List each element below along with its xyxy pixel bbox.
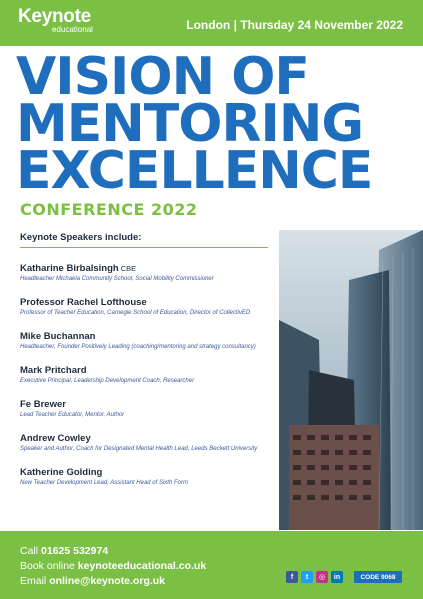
email-label: Email bbox=[20, 575, 47, 587]
event-date-location: London | Thursday 24 November 2022 bbox=[186, 18, 403, 32]
speaker-role: Speaker and Author, Coach for Designated Mental Health Lead, Leeds Beckett University bbox=[20, 446, 258, 452]
speaker-name: Mark Pritchard bbox=[20, 365, 87, 376]
speakers-list bbox=[20, 232, 268, 486]
speaker-name-text: Katharine Birbalsingh bbox=[20, 263, 119, 274]
logo-sub-text: educational bbox=[52, 25, 93, 34]
instagram-icon[interactable]: ◎ bbox=[316, 571, 328, 583]
contact-details bbox=[20, 544, 206, 589]
phone-label: Call bbox=[20, 545, 39, 557]
contact-footer bbox=[0, 531, 423, 599]
booking-code-badge: CODE 9068 bbox=[354, 571, 402, 583]
social-links bbox=[286, 571, 343, 583]
speaker-name: Fe Brewer bbox=[20, 399, 66, 410]
speaker-role: Headteacher Michaela Community School, Social Mobility Commissioner bbox=[20, 276, 214, 282]
speaker-name: Professor Rachel Lofthouse bbox=[20, 297, 147, 308]
speaker-name: Katherine Golding bbox=[20, 467, 103, 478]
conference-title bbox=[16, 47, 373, 201]
speaker-item bbox=[20, 433, 268, 452]
speaker-name: Mike Buchannan bbox=[20, 331, 96, 342]
speaker-item bbox=[20, 365, 268, 384]
speaker-role: Headteacher, Founder Positively Leading (coaching/mentoring and strategy consultancy) bbox=[20, 344, 256, 350]
phone-line bbox=[20, 544, 206, 559]
speaker-item bbox=[20, 263, 268, 282]
speaker-item bbox=[20, 399, 268, 418]
booking-line bbox=[20, 559, 206, 574]
speaker-name: Andrew Cowley bbox=[20, 433, 91, 444]
title-line-1: VISION OF bbox=[16, 47, 309, 107]
speaker-honour: CBE bbox=[120, 264, 137, 273]
speaker-role: New Teacher Development Lead, Assistant Head of Sixth Form bbox=[20, 480, 188, 486]
booking-link[interactable]: keynoteeducational.co.uk bbox=[77, 560, 207, 572]
speaker-item bbox=[20, 331, 268, 350]
email-link[interactable]: online@keynote.org.uk bbox=[49, 575, 166, 587]
speakers-heading: Keynote Speakers include: bbox=[20, 232, 268, 248]
phone-number[interactable]: 01625 532974 bbox=[41, 545, 109, 557]
title-line-3: EXCELLENCE bbox=[16, 141, 373, 201]
linkedin-icon[interactable]: in bbox=[331, 571, 343, 583]
title-line-2: MENTORING bbox=[16, 94, 364, 154]
skyscraper-photo bbox=[279, 230, 423, 530]
speaker-item bbox=[20, 297, 268, 316]
speaker-item bbox=[20, 467, 268, 486]
skyscraper-illustration bbox=[279, 230, 423, 530]
logo-main-text: Keynote bbox=[18, 6, 91, 27]
speaker-name bbox=[20, 263, 268, 274]
facebook-icon[interactable]: f bbox=[286, 571, 298, 583]
keynote-logo[interactable] bbox=[18, 6, 93, 34]
header-bar bbox=[0, 0, 423, 46]
speaker-role: Professor of Teacher Education, Carnegie School of Education, Director of CollectivED bbox=[20, 310, 251, 316]
email-line bbox=[20, 574, 206, 589]
speaker-role: Lead Teacher Educator, Mentor, Author bbox=[20, 412, 125, 418]
booking-label: Book online bbox=[20, 560, 75, 572]
speaker-role: Executive Principal, Leadership Development Coach, Researcher bbox=[20, 378, 195, 384]
twitter-icon[interactable]: t bbox=[301, 571, 313, 583]
conference-subtitle: CONFERENCE 2022 bbox=[20, 200, 198, 219]
